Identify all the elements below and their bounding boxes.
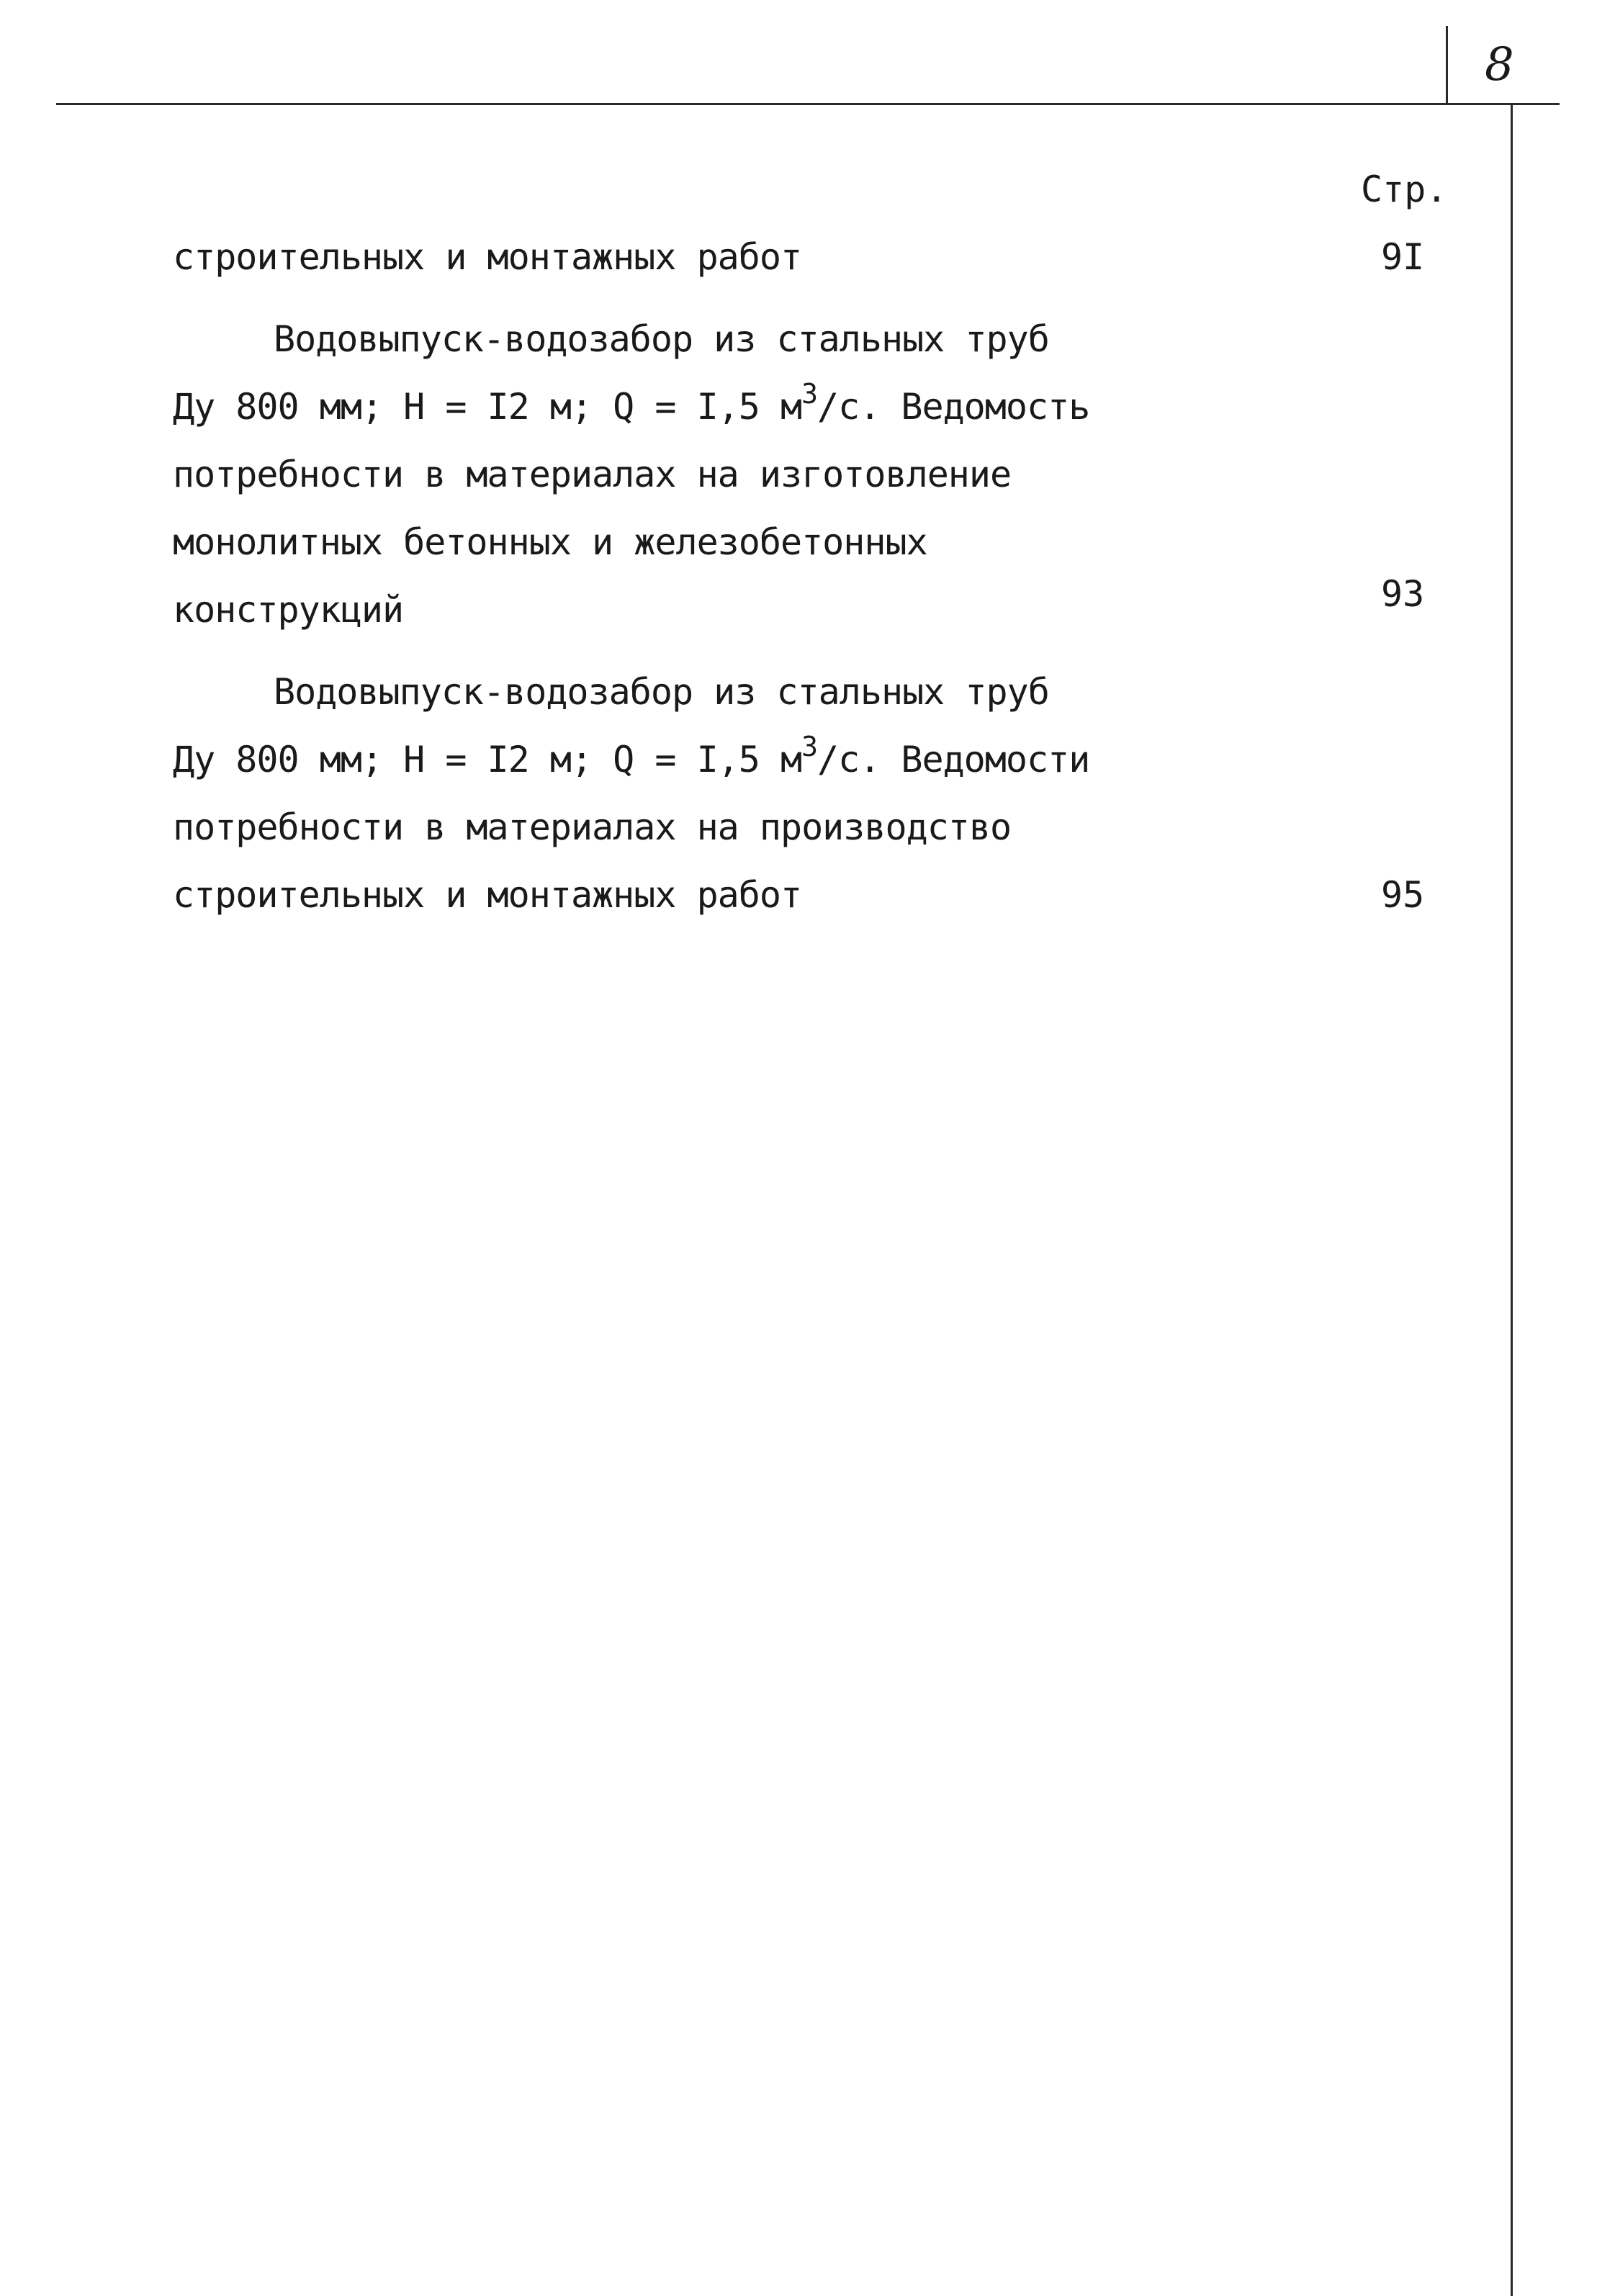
page-number-divider xyxy=(1446,26,1448,104)
toc-entry-1-line-1: строительных и монтажных работ xyxy=(173,236,802,278)
toc-entry-2-line-4: монолитных бетонных и железобетонных xyxy=(173,521,927,563)
page-column-label: Стр. xyxy=(1361,168,1448,210)
superscript-3: 3 xyxy=(801,378,817,410)
toc-entry-3-line-4: строительных и монтажных работ xyxy=(173,874,802,916)
toc-entry-2-line-2-text: Ду 800 мм; Н = I2 м; Q = I,5 м xyxy=(173,386,802,428)
toc-entry-3-line-3: потребности в материалах на производство xyxy=(173,806,1012,848)
toc-entry-3-line-1: Водовыпуск-водозабор из стальных труб xyxy=(274,671,1049,713)
toc-entry-1-page: 9I xyxy=(1381,236,1425,278)
toc-entry-2-line-5: конструкций xyxy=(173,589,404,631)
toc-entry-3-line-2 xyxy=(173,731,1090,785)
toc-entry-2-line-3: потребности в материалах на изготовление xyxy=(173,454,1012,495)
toc-entry-3-line-2-text: Ду 800 мм; Н = I2 м; Q = I,5 м xyxy=(173,739,802,780)
superscript-3: 3 xyxy=(801,731,817,763)
page-number: 8 xyxy=(1485,38,1514,91)
toc-entry-3-page: 95 xyxy=(1381,874,1425,916)
toc-entry-2-line-1: Водовыпуск-водозабор из стальных труб xyxy=(274,318,1049,360)
right-margin-rule xyxy=(1511,103,1513,2296)
toc-entry-2-line-2-tail: /с. Ведомость xyxy=(817,386,1090,428)
toc-entry-2-page: 93 xyxy=(1381,573,1425,615)
header-rule xyxy=(56,103,1560,105)
toc-entry-3-line-2-tail: /с. Ведомости xyxy=(817,739,1090,780)
toc-entry-2-line-2 xyxy=(173,378,1090,432)
